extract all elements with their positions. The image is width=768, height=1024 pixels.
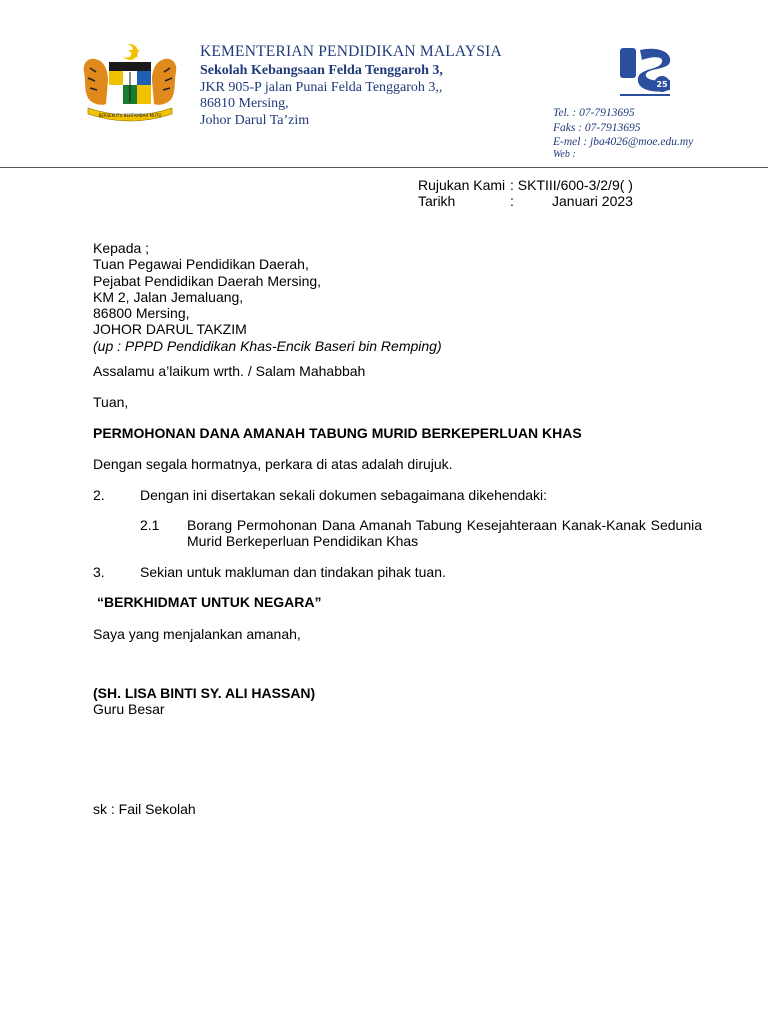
- date-row: [418, 193, 633, 209]
- paragraph-3: Sekian untuk makluman dan tindakan pihak tuan.: [140, 564, 446, 580]
- school-name: Sekolah Kebangsaan Felda Tenggaroh 3,: [200, 63, 443, 78]
- closing-phrase: Saya yang menjalankan amanah,: [93, 626, 301, 642]
- malaysia-coat-of-arms-logo: [76, 42, 184, 124]
- header-divider: [0, 167, 768, 168]
- date-colon: :: [510, 193, 514, 209]
- recipient-address: [93, 240, 442, 354]
- recipient-line: Kepada ;: [93, 240, 150, 256]
- recipient-line: KM 2, Jalan Jemaluang,: [93, 288, 244, 305]
- greeting: Assalamu a’laikum wrth. / Salam Mahabbah: [93, 363, 366, 379]
- ministry-name: KEMENTERIAN PENDIDIKAN MALAYSIA: [200, 43, 502, 60]
- address-line: 86810 Mersing,: [200, 96, 289, 111]
- carbon-copy: sk : Fail Sekolah: [93, 801, 196, 817]
- item-2-1-number: 2.1: [140, 517, 160, 533]
- address-line: Johor Darul Ta’zim: [200, 113, 310, 128]
- paragraph-2: Dengan ini disertakan sekali dokumen sebagaimana dikehendaki:: [140, 487, 548, 503]
- motto: “BERKHIDMAT UNTUK NEGARA”: [97, 594, 322, 610]
- recipient-line: JOHOR DARUL TAKZIM: [93, 321, 247, 338]
- anniversary-25-logo: [618, 44, 674, 100]
- reference-value: SKTIII/600-3/2/9( ): [517, 177, 633, 193]
- paragraph-1: Dengan segala hormatnya, perkara di atas adalah dirujuk.: [93, 456, 453, 472]
- reference-colon: :: [510, 177, 514, 193]
- email-text: E-mel : jba4026@moe.edu.my: [553, 136, 694, 148]
- reference-label: Rujukan Kami: [418, 177, 506, 193]
- letter-subject: PERMOHONAN DANA AMANAH TABUNG MURID BERKEPERLUAN KHAS: [93, 425, 582, 441]
- fax-text: Faks : 07-7913695: [553, 122, 641, 134]
- salutation: Tuan,: [93, 394, 129, 410]
- signatory-name: (SH. LISA BINTI SY. ALI HASSAN): [93, 685, 316, 701]
- paragraph-3-number: 3.: [93, 564, 105, 580]
- item-2-1: Borang Permohonan Dana Amanah Tabung Kesejahteraan Kanak-Kanak Sedunia Murid Berkeperluan Pendidikan Khas: [187, 517, 702, 549]
- recipient-line: Pejabat Pendidikan Daerah Mersing,: [93, 272, 322, 289]
- date-label: Tarikh: [418, 193, 456, 209]
- crest-motto: BERSEKUTU BERTAMBAH MUTU: [98, 113, 162, 118]
- logo-number: 25: [656, 80, 668, 89]
- recipient-line: 86800 Mersing,: [93, 305, 190, 322]
- recipient-line: Tuan Pegawai Pendidikan Daerah,: [93, 256, 309, 273]
- paragraph-2-number: 2.: [93, 487, 105, 503]
- signatory-title: Guru Besar: [93, 701, 165, 717]
- address-line: JKR 905-P jalan Punai Felda Tenggaroh 3,,: [200, 80, 443, 95]
- telephone-text: Tel. : 07-7913695: [553, 107, 635, 119]
- attention-line: (up : PPPD Pendidikan Khas-Encik Baseri bin Remping): [93, 337, 442, 354]
- date-value: Januari 2023: [552, 193, 633, 209]
- web-text: Web :: [553, 149, 576, 160]
- reference-row: [418, 177, 633, 193]
